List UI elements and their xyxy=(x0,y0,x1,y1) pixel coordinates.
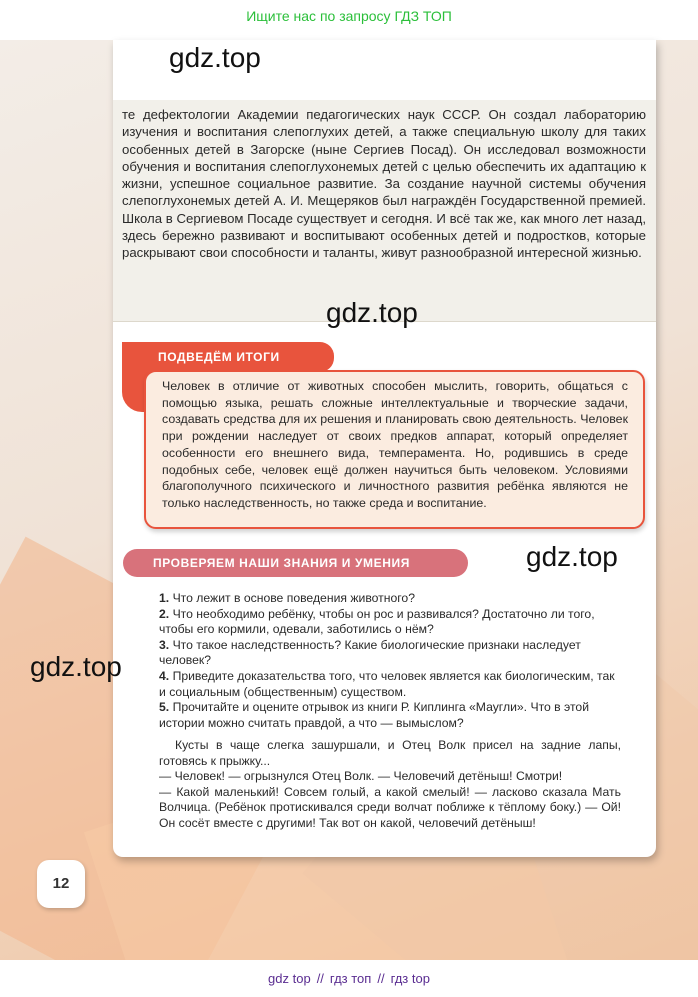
question-text: Что такое наследственность? Какие биологические признаки наследует человек? xyxy=(159,637,581,668)
question-text: Что необходимо ребёнку, чтобы он рос и развивался? Достаточно ли того, чтобы его кормили, одевали, заботились о нём? xyxy=(159,606,595,637)
footer-link[interactable]: гдз топ xyxy=(329,971,372,986)
watermark: gdz.top xyxy=(526,541,618,572)
question-item xyxy=(159,591,621,607)
watermark: gdz.top xyxy=(169,42,261,73)
footer-separator: // xyxy=(316,971,324,986)
excerpt xyxy=(159,738,621,832)
question-item xyxy=(159,669,621,700)
excerpt-paragraph: Кусты в чаще слегка зашуршали, и Отец Волк присел на задние лапы, готовясь к прыжку... xyxy=(159,738,621,768)
footer-link[interactable]: gdz top xyxy=(268,971,311,986)
check-heading: ПРОВЕРЯЕМ НАШИ ЗНАНИЯ И УМЕНИЯ xyxy=(123,549,468,577)
page-number: 12 xyxy=(37,860,85,908)
question-text: Прочитайте и оцените отрывок из книги Р. Киплинга «Маугли». Что в этой истории можно считать правдой, а что — вымыслом? xyxy=(159,700,590,730)
question-number: 4. xyxy=(159,668,170,683)
summary-text: Человек в отличие от животных способен мыслить, говорить, общаться с помощью языка, решать сложные интеллектуальные и творческие задачи, создавать средства для их решения и планировать свою деятельность. Человек при рождении наследует от своих предков аппарат, который определяет особенности его внешнего вида, темперамента. Но, родившись в среде подобных себе, человек ещё должен научиться быть человеком. Условиями благополучного психического и личностного развития ребёнка являются не только наследственность, но также среда и воспитание. xyxy=(162,379,628,510)
watermark: gdz.top xyxy=(326,297,418,328)
watermark: gdz.top xyxy=(30,651,122,682)
footer-link[interactable]: гдз top xyxy=(390,971,430,986)
top-banner[interactable]: Ищите нас по запросу ГДЗ ТОП xyxy=(0,0,698,40)
question-text: Что лежит в основе поведения животного? xyxy=(172,591,415,605)
footer-separator: // xyxy=(377,971,385,986)
question-item xyxy=(159,700,621,731)
question-number: 2. xyxy=(159,606,170,621)
footer xyxy=(0,962,698,997)
question-number: 1. xyxy=(159,591,170,605)
question-number: 3. xyxy=(159,637,170,652)
question-text: Приведите доказательства того, что человек является как биологическим, так и социальным (общественным) существом. xyxy=(159,668,615,699)
question-item xyxy=(159,607,621,638)
excerpt-paragraph: — Какой маленький! Совсем голый, а какой смелый! — ласково сказала Мать Волчица. (Ребёнок протискивался среди волчат поближе к тёплому боку.) — Ой! Он сосёт вместе с другими! Так вот он какой, человечий детёныш! xyxy=(159,784,621,830)
question-number: 5. xyxy=(159,700,170,715)
questions-list xyxy=(159,591,621,731)
summary-heading: ПОДВЕДЁМ ИТОГИ xyxy=(122,342,334,372)
excerpt-paragraph: — Человек! — огрызнулся Отец Волк. — Человечий детёныш! Смотри! xyxy=(159,769,563,784)
question-item xyxy=(159,638,621,669)
info-text: те дефектологии Академии педагогических наук СССР. Он создал лабораторию изучения и воспитания слепоглухих детей, а также специальную школу для таких особенных детей в Загорске (ныне Сергиев Посад). Он исследовал возможности обучения и воспитания слепоглухонемых детей с целью обеспечить их адаптацию к жизни, успешное социальное развитие. За создание научной системы обучения слепоглухонемых детей А. И. Мещеряков был награждён Государственной премией. Школа в Сергиевом Посаде существует и сегодня. И всё так же, как много лет назад, здесь бережно развивают и воспитывают особенных детей и подростков, которые раскрывают свои способности и таланты, живут разнообразной интересной жизнью. xyxy=(122,107,646,261)
